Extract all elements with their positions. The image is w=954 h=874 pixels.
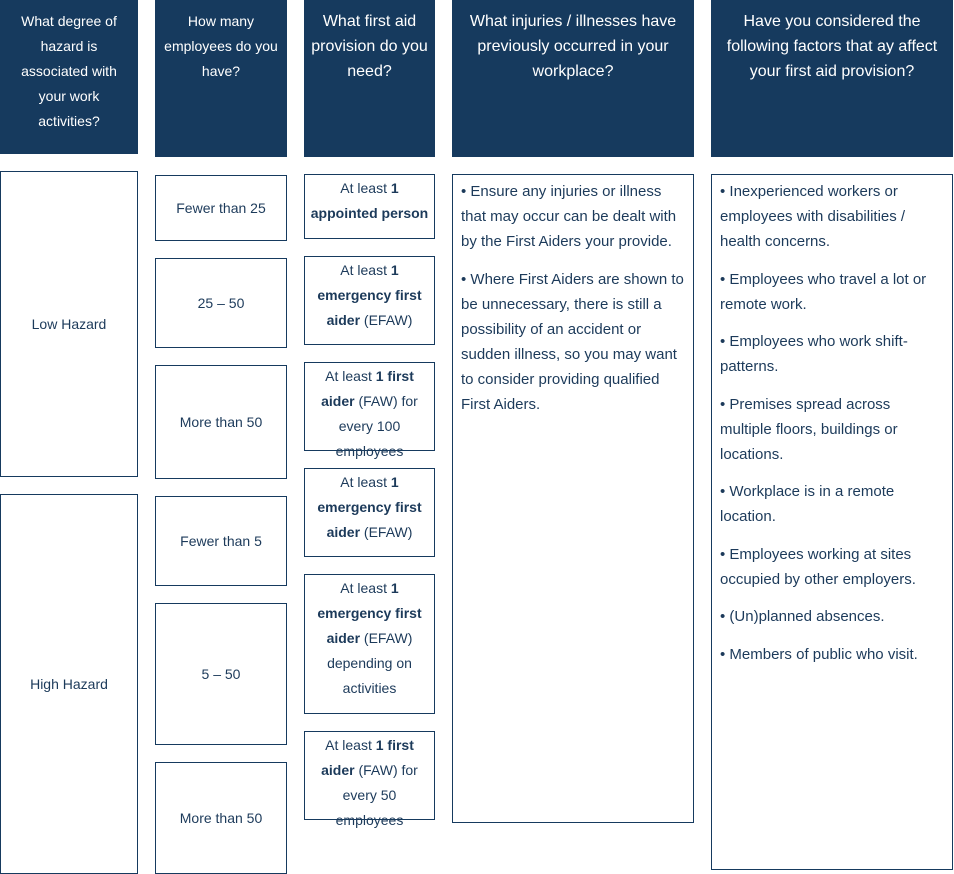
factors-item: • Workplace is in a remote location. bbox=[720, 483, 895, 525]
header-hazard-text: What degree of hazard is associated with your work activities? bbox=[21, 13, 117, 129]
header-factors-text: Have you considered the following factors that ay affect your first aid provision? bbox=[726, 13, 938, 80]
provision-3-box bbox=[304, 362, 435, 459]
employees-low-2-box bbox=[155, 258, 287, 348]
employees-low-3-label: More than 50 bbox=[179, 413, 263, 430]
factors-item: • Members of public who visit. bbox=[720, 645, 918, 663]
header-injuries-text: What injuries / illnesses have previously occurred in your workplace? bbox=[469, 13, 677, 80]
provision-6-text-c: (FAW) for every 50 employees bbox=[335, 762, 418, 828]
provision-4-text-c: (EFAW) bbox=[360, 524, 413, 540]
header-employees-text: How many employees do you have? bbox=[164, 13, 278, 79]
header-hazard bbox=[0, 0, 138, 154]
header-injuries bbox=[452, 0, 694, 157]
employees-low-1-box bbox=[155, 175, 287, 241]
provision-1-text-a: At least bbox=[340, 180, 391, 196]
provision-6-text-a: At least bbox=[325, 737, 376, 753]
provision-4-text-a: At least bbox=[340, 474, 391, 490]
provision-5-text-c: (EFAW) depending on activities bbox=[327, 630, 413, 696]
factors-box bbox=[711, 174, 953, 870]
employees-low-3-box bbox=[155, 365, 287, 479]
hazard-high-box bbox=[0, 494, 138, 874]
provision-6-box bbox=[304, 731, 435, 828]
employees-high-3-box bbox=[155, 762, 287, 874]
injuries-box bbox=[452, 174, 694, 823]
hazard-low-label: Low Hazard bbox=[31, 315, 107, 332]
provision-1-box bbox=[304, 174, 435, 239]
employees-high-3-label: More than 50 bbox=[179, 809, 263, 826]
hazard-low-box bbox=[0, 171, 138, 477]
employees-high-2-box bbox=[155, 603, 287, 745]
provision-2-text-b: 1 emergency first aider bbox=[317, 262, 422, 328]
factors-item: • (Un)planned absences. bbox=[720, 608, 885, 625]
factors-item: • Employees working at sites occupied by other employers. bbox=[720, 545, 916, 588]
provision-2-text-a: At least bbox=[340, 262, 391, 278]
injuries-item: • Ensure any injuries or illness that may occur can be dealt with by the First Aiders your provide. bbox=[461, 183, 677, 250]
factors-item: • Employees who work shift-patterns. bbox=[720, 333, 908, 375]
hazard-high-label: High Hazard bbox=[30, 675, 108, 692]
employees-high-1-box bbox=[155, 496, 287, 586]
employees-low-2-label: 25 – 50 bbox=[197, 294, 245, 311]
factors-item: • Premises spread across multiple floors, buildings or locations. bbox=[720, 395, 898, 463]
provision-5-text-a: At least bbox=[340, 580, 391, 596]
provision-3-text-b: 1 first aider bbox=[321, 368, 414, 409]
header-factors bbox=[711, 0, 953, 157]
injuries-item: • Where First Aiders are shown to be unnecessary, there is still a possibility of an accident or sudden illness, so you may want to consider providing qualified First Aiders. bbox=[461, 270, 684, 413]
provision-5-text-b: 1 emergency first aider bbox=[317, 580, 422, 646]
factors-item: • Employees who travel a lot or remote work. bbox=[720, 270, 927, 313]
provision-3-text-c: (FAW) for every 100 employees bbox=[335, 393, 418, 459]
provision-4-text-b: 1 emergency first aider bbox=[317, 474, 422, 540]
header-employees bbox=[155, 0, 287, 157]
provision-1-text-b: 1 appointed person bbox=[310, 180, 429, 221]
provision-5-box bbox=[304, 574, 435, 714]
provision-2-box bbox=[304, 256, 435, 345]
provision-4-box bbox=[304, 468, 435, 557]
factors-item: • Inexperienced workers or employees with disabilities / health concerns. bbox=[720, 183, 906, 250]
employees-high-2-label: 5 – 50 bbox=[201, 665, 241, 682]
employees-high-1-label: Fewer than 5 bbox=[180, 532, 262, 549]
provision-3-text-a: At least bbox=[325, 368, 376, 384]
header-provision-text: What first aid provision do you need? bbox=[311, 13, 428, 80]
employees-low-1-label: Fewer than 25 bbox=[176, 199, 266, 216]
provision-2-text-c: (EFAW) bbox=[360, 312, 413, 328]
header-provision bbox=[304, 0, 435, 157]
provision-6-text-b: 1 first aider bbox=[321, 737, 414, 778]
